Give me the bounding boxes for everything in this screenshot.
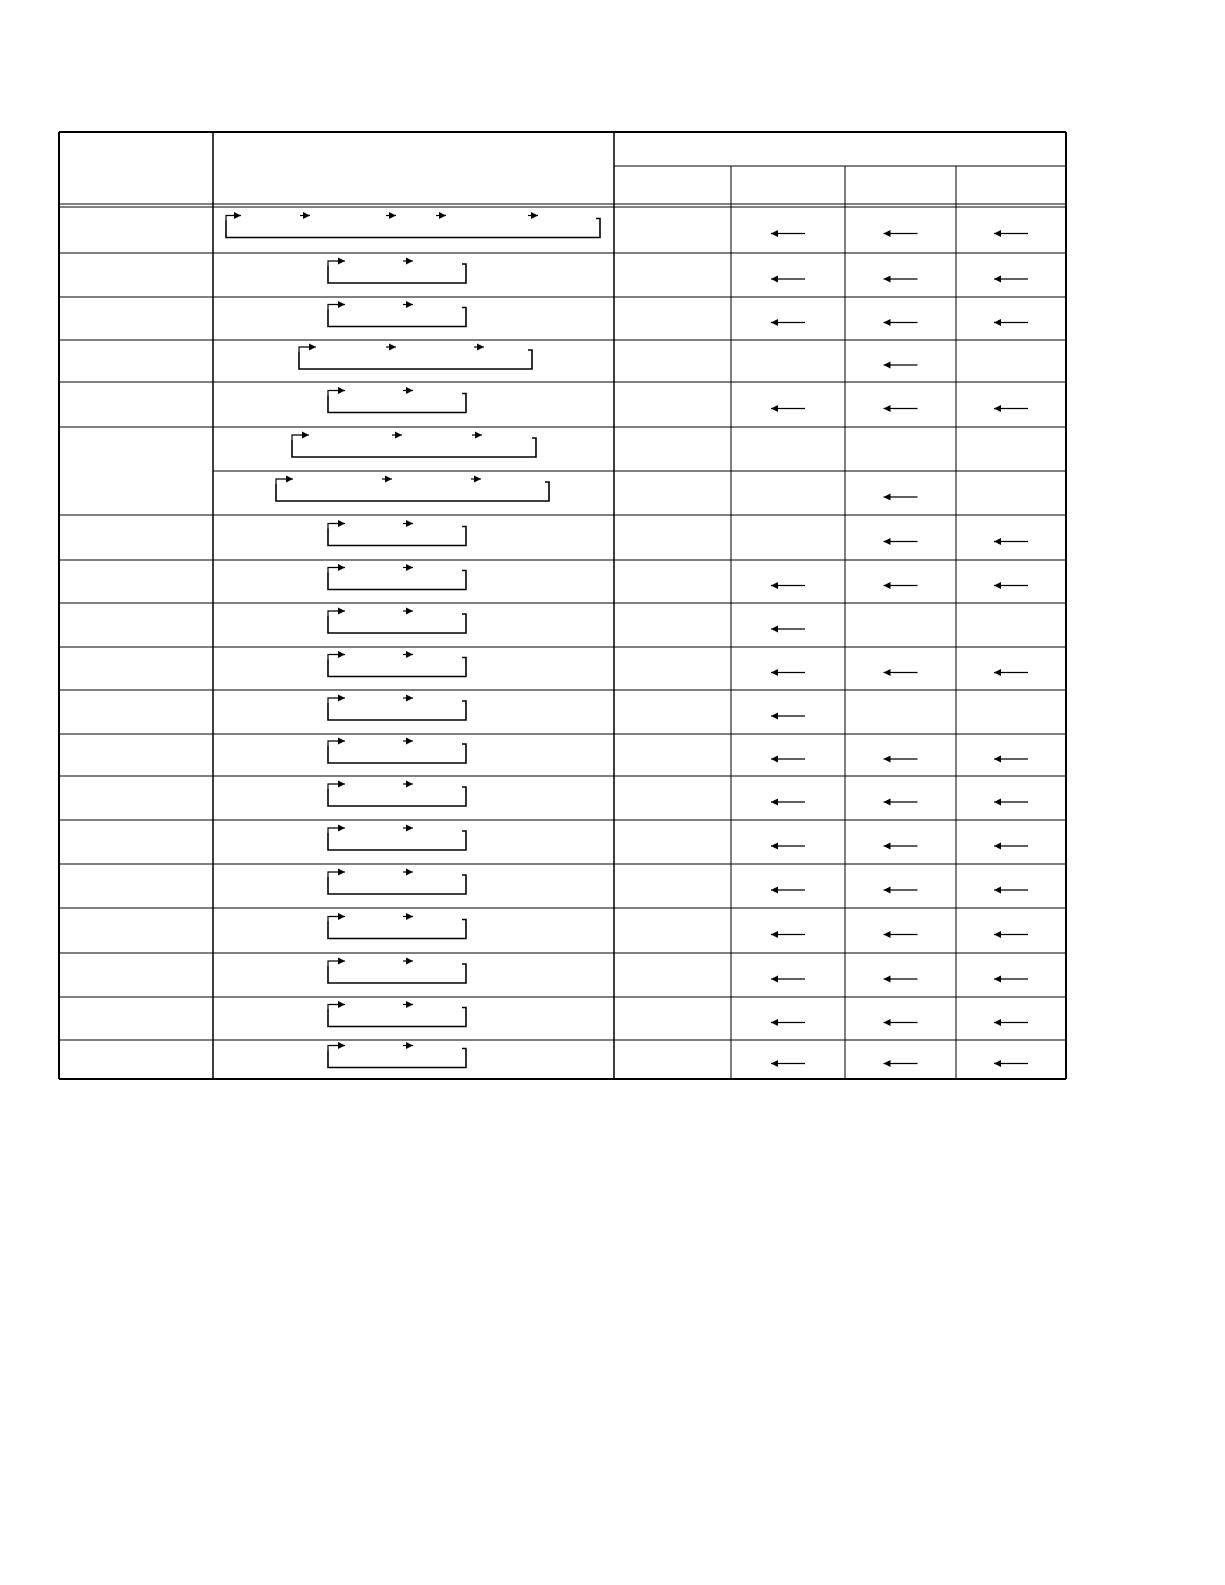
mode-arrows bbox=[771, 234, 1028, 1064]
cycle-diagram bbox=[328, 698, 466, 720]
cycle-diagrams bbox=[226, 216, 600, 1068]
cycle-loop-line bbox=[328, 744, 466, 763]
cycle-loop-line bbox=[328, 264, 466, 283]
cycle-diagram bbox=[276, 479, 549, 501]
cycle-loop-line bbox=[328, 527, 466, 546]
cycle-diagram bbox=[328, 872, 466, 894]
cycle-diagram bbox=[328, 961, 466, 983]
cycle-step-arrow bbox=[328, 391, 345, 396]
cycle-diagram bbox=[328, 611, 466, 633]
cycle-step-arrow bbox=[299, 347, 316, 352]
cycle-step-arrow bbox=[276, 479, 293, 484]
cycle-loop-line bbox=[292, 438, 536, 457]
cycle-diagram bbox=[328, 917, 466, 939]
cycle-step-arrow bbox=[292, 435, 309, 440]
cycle-diagram bbox=[328, 741, 466, 763]
cycle-diagram bbox=[226, 216, 600, 238]
cycle-step-arrow bbox=[328, 917, 345, 922]
cycle-diagram bbox=[328, 1046, 466, 1068]
cycle-loop-line bbox=[328, 964, 466, 983]
table-grid bbox=[59, 132, 1066, 1079]
cycle-diagram bbox=[328, 524, 466, 546]
cycle-step-arrow bbox=[328, 872, 345, 877]
cycle-step-arrow bbox=[328, 568, 345, 573]
cycle-step-arrow bbox=[328, 741, 345, 746]
cycle-diagram bbox=[292, 435, 536, 457]
cycle-step-arrow bbox=[328, 784, 345, 789]
cycle-loop-line bbox=[328, 875, 466, 894]
cycle-loop-line bbox=[328, 1049, 466, 1068]
cycle-loop-line bbox=[328, 394, 466, 413]
cycle-loop-line bbox=[328, 308, 466, 327]
cycle-diagram bbox=[328, 568, 466, 590]
cycle-loop-line bbox=[276, 482, 549, 501]
cycle-diagram bbox=[328, 655, 466, 677]
cycle-diagram bbox=[328, 1005, 466, 1027]
cycle-loop-line bbox=[328, 571, 466, 590]
cycle-step-arrow bbox=[328, 1046, 345, 1051]
cycle-step-arrow bbox=[328, 828, 345, 833]
cycle-loop-line bbox=[226, 219, 600, 238]
cycle-loop-line bbox=[328, 701, 466, 720]
cycle-loop-line bbox=[328, 787, 466, 806]
cycle-diagram bbox=[299, 347, 532, 369]
cycle-step-arrow bbox=[328, 698, 345, 703]
cycle-step-arrow bbox=[328, 961, 345, 966]
cycle-diagram bbox=[328, 784, 466, 806]
cycle-diagram bbox=[328, 261, 466, 283]
cycle-step-arrow bbox=[328, 611, 345, 616]
cycle-loop-line bbox=[328, 920, 466, 939]
cycle-loop-line bbox=[299, 350, 532, 369]
cycle-step-arrow bbox=[328, 1005, 345, 1010]
cycle-loop-line bbox=[328, 658, 466, 677]
cycle-step-arrow bbox=[328, 261, 345, 266]
cycle-step-arrow bbox=[226, 216, 241, 221]
cycle-loop-line bbox=[328, 1008, 466, 1027]
cycle-diagram bbox=[328, 828, 466, 850]
cycle-loop-line bbox=[328, 614, 466, 633]
cycle-diagram bbox=[328, 305, 466, 327]
cycle-step-arrow bbox=[328, 524, 345, 529]
cycle-loop-line bbox=[328, 831, 466, 850]
cycle-diagram bbox=[328, 391, 466, 413]
cycle-step-arrow bbox=[328, 305, 345, 310]
cycle-step-arrow bbox=[328, 655, 345, 660]
